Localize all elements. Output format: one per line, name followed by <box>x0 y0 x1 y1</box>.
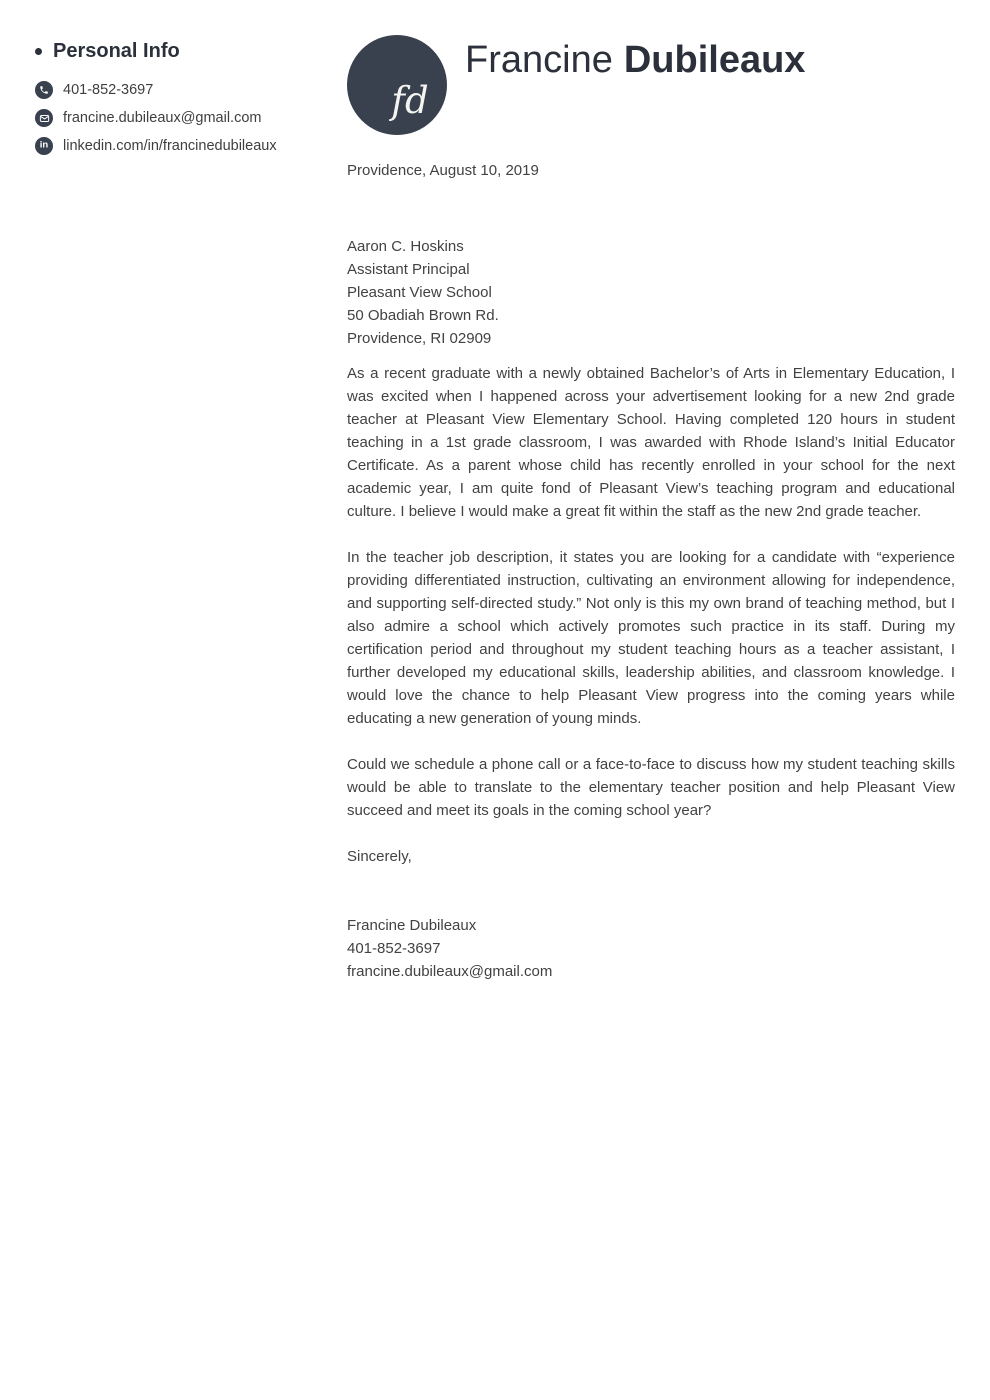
avatar-initials: fd <box>391 78 429 122</box>
sidebar <box>35 40 325 160</box>
page-title <box>465 39 805 83</box>
linkedin-icon-glyph: in <box>39 139 49 151</box>
letter <box>347 0 955 983</box>
dateline: Providence, August 10, 2019 <box>347 162 539 179</box>
contact-phone-value: 401-852-3697 <box>63 82 154 98</box>
bullet-icon <box>35 48 42 55</box>
body-paragraph-1: As a recent graduate with a newly obtained Bachelor’s of Arts in Elementary Education, I was excited when I happened across your advertisement looking for a new 2nd grade teacher at Pleasant View Elementary School. Having completed 120 hours in student teaching in a 1st grade classroom, I was awarded with Rhode Island’s Initial Educator Certificate. As a parent whose child has recently enrolled in your school for the next academic year, I am quite fond of Pleasant View’s teaching program and educational culture. I believe I would make a great fit within the staff as the new 2nd grade teacher. <box>347 365 955 520</box>
body-paragraph-2: In the teacher job description, it states you are looking for a candidate with “experience providing differentiated instruction, cultivating an environment allowing for independence, and supporting self-directed study.” Not only is this my own brand of teaching method, but I also admire a school which actively promotes such practice in its staff. During my certification period and throughout my student teaching hours as a teacher assistant, I further developed my educational skills, leadership abilities, and classroom knowledge. I would love the chance to help Pleasant View progress into the coming years while educating a new generation of young minds. <box>347 549 955 727</box>
letter-header <box>347 35 955 135</box>
closing-salutation: Sincerely, <box>347 848 412 865</box>
contact-item-email <box>35 104 325 132</box>
sidebar-heading <box>35 40 325 63</box>
avatar <box>347 35 447 135</box>
recipient-line: 50 Obadiah Brown Rd. <box>347 307 499 324</box>
recipient-line: Assistant Principal <box>347 261 470 278</box>
signature-block <box>347 914 955 983</box>
contact-email-value: francine.dubileaux@gmail.com <box>63 110 262 126</box>
phone-icon <box>35 81 53 99</box>
contact-item-linkedin <box>35 132 325 160</box>
signature-email: francine.dubileaux@gmail.com <box>347 963 553 980</box>
body-paragraph-3: Could we schedule a phone call or a face-to-face to discuss how my student teaching skills would be able to translate to the elementary teacher position and help Pleasant View succeed and meet its goals in the coming school year? <box>347 756 955 819</box>
contact-item-phone <box>35 76 325 104</box>
recipient-line: Providence, RI 02909 <box>347 330 492 347</box>
recipient-line: Pleasant View School <box>347 284 492 301</box>
sidebar-heading-label: Personal Info <box>53 40 180 62</box>
signature-name: Francine Dubileaux <box>347 917 477 934</box>
linkedin-icon <box>35 137 53 155</box>
last-name: Dubileaux <box>623 39 806 81</box>
recipient-block <box>347 235 955 350</box>
signature-phone: 401-852-3697 <box>347 940 441 957</box>
contact-linkedin-value: linkedin.com/in/francinedubileaux <box>63 138 277 154</box>
first-name: Francine <box>465 39 613 81</box>
recipient-line: Aaron C. Hoskins <box>347 238 464 255</box>
email-icon <box>35 109 53 127</box>
